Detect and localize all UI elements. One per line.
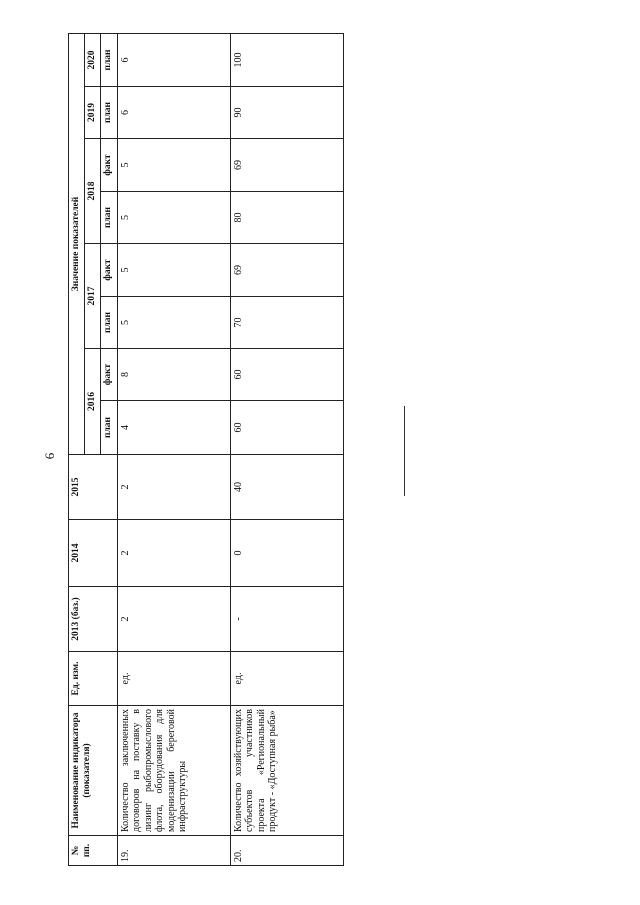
header-2020: 2020: [85, 34, 101, 87]
header-2017-plan: план: [101, 297, 117, 349]
header-2019-plan: план: [101, 87, 117, 139]
header-2016: 2016: [85, 349, 101, 455]
row-2016-plan: 60: [230, 401, 343, 455]
row-2019-plan: 6: [117, 87, 230, 139]
row-2014: 2: [117, 520, 230, 587]
header-values-group: Значение показателей: [69, 34, 85, 455]
row-name: Количество заключенных договоров на поставку в лизинг рыбопромыслового флота, оборудования для модернизации береговой инфраструктуры: [117, 706, 230, 836]
header-2020-plan: план: [101, 34, 117, 87]
header-2017-fact: факт: [101, 244, 117, 297]
row-2020-plan: 100: [230, 34, 343, 87]
row-2018-plan: 80: [230, 192, 343, 244]
row-name: Количество хозяйствующих субъектов участников проекта «Региональный продукт - «Доступная рыба»: [230, 706, 343, 836]
row-2020-plan: 6: [117, 34, 230, 87]
row-2017-fact: 5: [117, 244, 230, 297]
header-2015: 2015: [69, 455, 118, 520]
row-2014: 0: [230, 520, 343, 587]
header-num: № пп.: [69, 836, 118, 866]
header-2013: 2013 (баз.): [69, 587, 118, 652]
row-2019-plan: 90: [230, 87, 343, 139]
header-2018: 2018: [85, 139, 101, 244]
header-2018-plan: план: [101, 192, 117, 244]
indicators-table: [68, 33, 344, 866]
table-row: [230, 34, 343, 866]
row-2017-plan: 5: [117, 297, 230, 349]
table-row: [117, 34, 230, 866]
header-2016-fact: факт: [101, 349, 117, 401]
row-2017-plan: 70: [230, 297, 343, 349]
row-2013: -: [230, 587, 343, 652]
row-2016-fact: 8: [117, 349, 230, 401]
row-2015: 2: [117, 455, 230, 520]
row-2018-plan: 5: [117, 192, 230, 244]
row-2018-fact: 69: [230, 139, 343, 192]
row-unit: ед.: [117, 652, 230, 706]
row-num: 19.: [117, 836, 230, 866]
header-name: Наименование индикатора (показателя): [69, 706, 118, 836]
row-2016-fact: 60: [230, 349, 343, 401]
header-unit: Ед. изм.: [69, 652, 118, 706]
header-2014: 2014: [69, 520, 118, 587]
page-number: 6: [42, 452, 57, 460]
row-num: 20.: [230, 836, 343, 866]
header-2017: 2017: [85, 244, 101, 349]
header-2019: 2019: [85, 87, 101, 139]
header-2016-plan: план: [101, 401, 117, 455]
rotated-table-wrapper: [68, 34, 344, 866]
header-2018-fact: факт: [101, 139, 117, 192]
row-unit: ед.: [230, 652, 343, 706]
row-2016-plan: 4: [117, 401, 230, 455]
row-2018-fact: 5: [117, 139, 230, 192]
separator-rule: [404, 406, 405, 496]
row-2013: 2: [117, 587, 230, 652]
row-2015: 40: [230, 455, 343, 520]
row-2017-fact: 69: [230, 244, 343, 297]
